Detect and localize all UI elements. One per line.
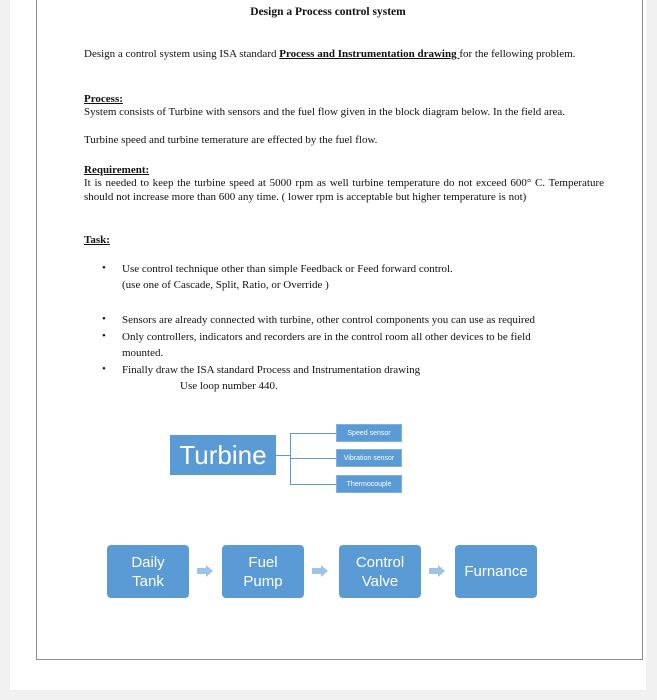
bullet-dot: • <box>102 330 106 342</box>
task-bullet-2: Sensors are already connected with turbine, other control components you can use as required <box>122 314 535 326</box>
task-bullet-1: Use control technique other than simple Feedback or Feed forward control. <box>122 263 453 275</box>
fuel-pump-label: Fuel Pump <box>243 553 283 590</box>
connector-line <box>276 455 290 456</box>
arrow-right-icon <box>197 565 213 577</box>
bullet-dot: • <box>102 363 106 375</box>
requirement-text: It is needed to keep the turbine speed at 5000 rpm as well turbine temperature do not exceed 600° C. Temperature should not increase more than 600 any time. ( lower rpm is acceptable but higher temperature is not) <box>84 177 604 203</box>
control-valve-label: Control Valve <box>355 553 405 590</box>
daily-tank-label: Daily Tank <box>131 553 165 590</box>
process-heading-text: Process: <box>84 93 123 105</box>
task-bullet-3: Only controllers, indicators and recorders are in the control room all other devices to be field <box>122 331 531 343</box>
bullet-dot: • <box>102 313 106 325</box>
task-bullet-1-sub: (use one of Cascade, Split, Ratio, or Override ) <box>122 279 329 291</box>
fuel-pump-block <box>222 545 304 598</box>
process-line1: System consists of Turbine with sensors and the fuel flow given in the block diagram below. In the field area. <box>84 106 566 118</box>
furnance-block <box>455 545 537 598</box>
connector-line <box>290 433 336 434</box>
task-bullet-3-cont: mounted. <box>122 347 164 359</box>
requirement-heading <box>84 163 604 177</box>
connector-line <box>290 458 336 459</box>
thermocouple-block: Thermocouple <box>336 475 402 493</box>
intro-prefix: Design a control system using ISA standard <box>84 48 280 60</box>
document-page <box>10 0 646 690</box>
vibration-sensor-block: Vibration sensor <box>336 449 402 467</box>
daily-tank-block <box>107 545 189 598</box>
task-heading-text: Task: <box>84 234 110 246</box>
page-title: Design a Process control system <box>250 6 406 18</box>
process-heading <box>84 92 604 106</box>
arrow-right-icon <box>429 565 445 577</box>
intro-suffix: for the fellowing problem. <box>459 48 576 60</box>
arrow-right-icon <box>312 565 328 577</box>
bullet-dot: • <box>102 262 106 274</box>
process-line2: Turbine speed and turbine temerature are effected by the fuel flow. <box>84 134 378 146</box>
task-bullet-4: Finally draw the ISA standard Process and Instrumentation drawing <box>122 364 421 376</box>
turbine-block: Turbine <box>170 435 276 475</box>
control-valve-block <box>339 545 421 598</box>
task-heading <box>84 233 604 247</box>
intro-link: Process and Instrumentation drawing <box>279 48 460 60</box>
intro-paragraph <box>84 47 604 61</box>
requirement-heading-text: Requirement: <box>84 164 150 176</box>
task-bullet-4-sub: Use loop number 440. <box>180 380 278 392</box>
connector-line <box>290 484 336 485</box>
speed-sensor-block: Speed sensor <box>336 424 402 442</box>
furnance-label: Furnance <box>464 563 528 580</box>
